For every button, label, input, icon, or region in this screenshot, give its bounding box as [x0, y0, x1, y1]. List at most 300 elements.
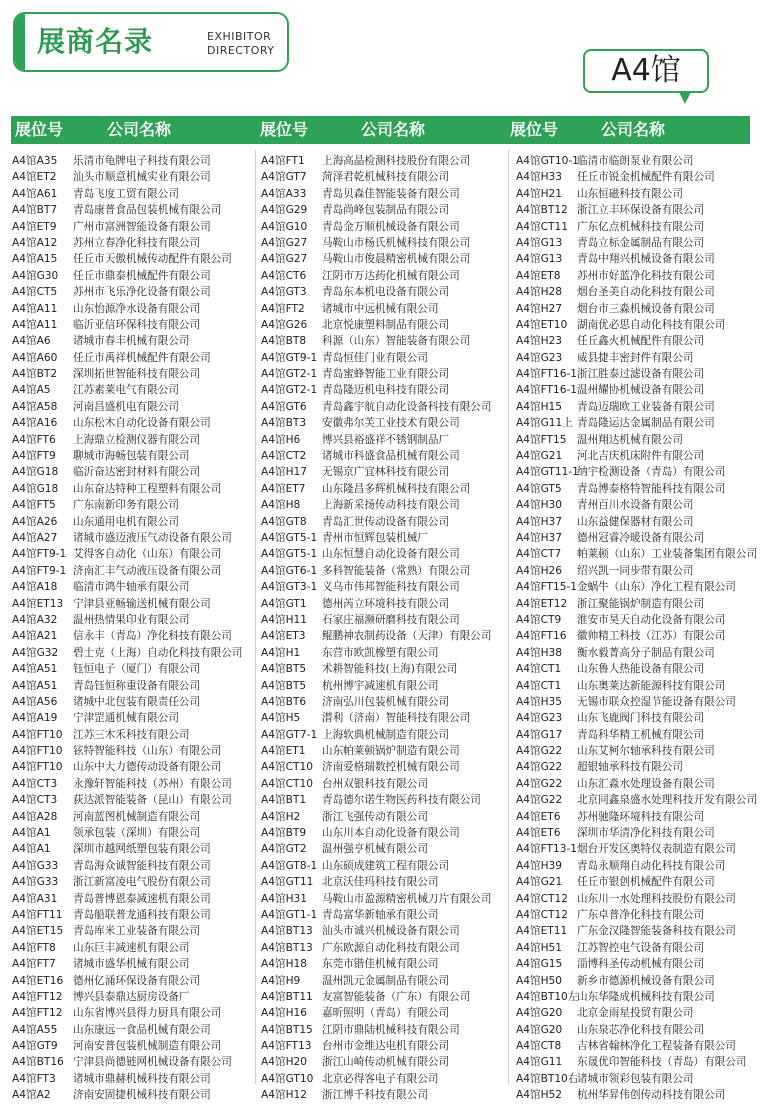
booth-number: A4馆CT10: [261, 777, 313, 790]
booth-number: A4馆GT3-1: [261, 581, 318, 594]
booth-number: A4馆A58: [12, 400, 58, 413]
booth-number: A4馆CT9: [516, 613, 562, 626]
booth-number: A4馆A1: [12, 827, 51, 840]
exhibitor-row: [12, 1071, 252, 1087]
exhibitor-row: [516, 153, 776, 169]
exhibitor-row: [261, 628, 505, 644]
exhibitor-row: [12, 251, 252, 267]
booth-number: A4馆G18: [12, 482, 59, 495]
booth-number: A4馆G17: [516, 728, 563, 741]
company-name: 德州芮立环境科技有限公司: [322, 597, 450, 610]
booth-number: A4馆H35: [516, 695, 563, 708]
exhibitor-row: [261, 1022, 505, 1038]
company-name: 淄博科圣传动机械有限公司: [577, 958, 705, 971]
company-name: 嘉昕照明（青岛）有限公司: [322, 1007, 450, 1020]
booth-number: A4馆G22: [516, 777, 563, 790]
booth-number: A4馆A11: [12, 318, 58, 331]
exhibitor-row: [261, 956, 505, 972]
booth-number: A4馆A1: [12, 843, 51, 856]
booth-number: A4馆FT5: [12, 499, 56, 512]
booth-number: A4馆H6: [261, 433, 301, 446]
company-name: 烟台圣美自动化科技有限公司: [577, 286, 715, 299]
booth-number: A4馆FT9-1: [12, 564, 67, 577]
exhibitor-row: [516, 464, 776, 480]
company-name: 山东泉芯净化科技有限公司: [577, 1023, 705, 1036]
company-name: 科源（山东）智能装备有限公司: [322, 335, 471, 348]
exhibitor-row: [261, 169, 505, 185]
company-name: 青州百川水设备有限公司: [577, 499, 694, 512]
company-name: 青岛蜜蜂智能工业有限公司: [322, 368, 450, 381]
exhibitor-row: [12, 415, 252, 431]
booth-number: A4馆A51: [12, 679, 58, 692]
exhibitor-row: [261, 1038, 505, 1054]
company-name: 东营市欧凯橡塑有限公司: [322, 646, 439, 659]
company-name: 山东奋达特种工程塑料有限公司: [73, 482, 222, 495]
company-name: 青岛汇世传动设备有限公司: [322, 515, 450, 528]
booth-number: A4馆CT11: [516, 220, 568, 233]
company-name: 青岛永顺翔自动化科技有限公司: [577, 859, 726, 872]
company-name: 苏州驰隆环境科技有限公司: [577, 810, 705, 823]
company-name: 上海鼎立检测仪器有限公司: [73, 433, 201, 446]
exhibitor-row: [516, 1054, 776, 1070]
company-name: 温州耀协机械设备有限公司: [577, 384, 705, 397]
hall-badge-pointer: [679, 92, 691, 104]
exhibitor-row: [516, 235, 776, 251]
company-name: 杭州博宇减速机有限公司: [322, 679, 439, 692]
booth-number: A4馆BT5: [261, 679, 307, 692]
company-name: 诸城中北包装有限责任公司: [73, 695, 201, 708]
company-name: 新乡市德源机械设备有限公司: [577, 974, 715, 987]
company-name: 上海高晶检测科技股份有限公司: [322, 155, 471, 167]
booth-number: A4馆A32: [12, 613, 58, 626]
exhibitor-row: [516, 1005, 776, 1021]
company-name: 北京金雨星投贸有限公司: [577, 1007, 694, 1020]
company-name: 临清市鸿牛轴承有限公司: [73, 581, 190, 594]
exhibitor-row: [261, 481, 505, 497]
exhibitor-row: [261, 219, 505, 235]
booth-number: A4馆FT3: [12, 1072, 56, 1085]
booth-number: A4馆A27: [12, 531, 58, 544]
company-name: 钰恒电子（厦门）有限公司: [73, 663, 201, 676]
booth-number: A4馆GT5-1: [261, 531, 318, 544]
booth-number: A4馆G23: [516, 351, 563, 364]
booth-number: A4馆A51: [12, 663, 58, 676]
booth-number: A4馆CT5: [12, 286, 58, 299]
exhibitor-row: [261, 809, 505, 825]
booth-number: A4馆ET10: [516, 318, 568, 331]
exhibitor-row: [12, 940, 252, 956]
booth-number: A4馆G22: [516, 761, 563, 774]
page-subtitle: [207, 30, 275, 58]
exhibitor-row: [516, 645, 776, 661]
exhibitor-row: [516, 186, 776, 202]
exhibitor-row: [516, 284, 776, 300]
company-name: 永豫轩智能科技（苏州）有限公司: [73, 777, 232, 790]
exhibitor-row: [516, 563, 776, 579]
booth-number: A4馆FT10: [12, 761, 63, 774]
booth-number: A4馆FT1: [261, 155, 305, 167]
booth-number: A4馆A33: [261, 187, 307, 200]
exhibitor-row: [12, 694, 252, 710]
company-name: 诸城市科盛食品机械有限公司: [322, 450, 460, 463]
booth-number: A4馆ET7: [261, 482, 306, 495]
booth-number: A4馆H37: [516, 531, 563, 544]
company-name: 汕头市顺意机械实业有限公司: [73, 171, 211, 184]
company-name: 山东奥莱达新能源科技有限公司: [577, 679, 726, 692]
company-name: 诸城市中远机械有限公司: [322, 302, 439, 315]
company-name: 河北吉庆机床附件有限公司: [577, 450, 705, 463]
booth-number: A4馆A60: [12, 351, 58, 364]
company-name: 河南蓝图机械制造有限公司: [73, 810, 201, 823]
booth-number: A4馆CT8: [516, 1040, 562, 1053]
exhibitor-row: [261, 596, 505, 612]
booth-number: A4馆GT1-1: [261, 908, 318, 921]
booth-number: A4馆GT9-1: [261, 351, 318, 364]
booth-number: A4馆H15: [516, 400, 563, 413]
company-name: 温州热情果印业有限公司: [73, 613, 190, 626]
company-name: 广州市富洲智能设备有限公司: [73, 220, 211, 233]
exhibitor-row: [261, 1071, 505, 1087]
company-name: 青岛贝森佳智能装备有限公司: [322, 187, 460, 200]
company-name: 山东松木自动化设备有限公司: [73, 417, 211, 430]
exhibitor-row: [12, 1054, 252, 1070]
booth-number: A4馆H33: [516, 171, 563, 184]
company-name: 温州翔达机械有限公司: [577, 433, 683, 446]
booth-number: A4馆GT10-1: [516, 155, 579, 167]
company-name: 山东通用电机有限公司: [73, 515, 179, 528]
exhibitor-row: [516, 366, 776, 382]
exhibitor-row: [516, 710, 776, 726]
company-name: 烟台开发区奥特仪表制造有限公司: [577, 843, 736, 856]
company-name: 吉林省翰林净化工程装备有限公司: [577, 1040, 736, 1053]
company-name: 荻达派智能装备（昆山）有限公司: [73, 794, 232, 807]
booth-number: A4馆G13: [516, 236, 563, 249]
exhibitor-row: [261, 743, 505, 759]
booth-number: A4馆ET6: [516, 810, 561, 823]
company-name: 深圳市越网纸塑包装有限公司: [73, 843, 211, 856]
company-name: 马鞍山市盈源精密机械刀片有限公司: [322, 892, 492, 905]
exhibitor-row: [516, 923, 776, 939]
booth-number: A4馆BT9: [261, 827, 307, 840]
exhibitor-row: [12, 989, 252, 1005]
company-name: 杭州华昇伟创传动科技有限公司: [577, 1089, 726, 1102]
booth-number: A4馆H31: [261, 892, 308, 905]
company-name: 任丘市鼎泰机械配件有限公司: [73, 269, 211, 282]
company-name: 山东硕成建筑工程有限公司: [322, 859, 450, 872]
exhibitor-row: [261, 186, 505, 202]
company-name: 浙江胜泰过滤设备有限公司: [577, 368, 705, 381]
booth-number: A4馆BT10右: [516, 1072, 579, 1085]
booth-number: A4馆A11: [12, 302, 58, 315]
exhibitor-row: [516, 514, 776, 530]
company-name: 山东省博兴县得力厨具有限公司: [73, 1007, 222, 1020]
booth-number: A4馆CT3: [12, 794, 58, 807]
booth-number: A4馆G15: [516, 958, 563, 971]
exhibitor-row: [516, 301, 776, 317]
column-divider: [508, 150, 509, 1084]
exhibitor-row: [516, 891, 776, 907]
booth-number: A4馆H39: [516, 859, 563, 872]
exhibitor-row: [261, 350, 505, 366]
company-name: 青岛金万顺机械设备有限公司: [322, 220, 460, 233]
exhibitor-row: [516, 989, 776, 1005]
exhibitor-row: [516, 317, 776, 333]
exhibitor-row: [12, 563, 252, 579]
company-name: 青岛库米工业装备有限公司: [73, 925, 201, 938]
booth-number: A4馆G27: [261, 236, 308, 249]
booth-number: A4馆BT1: [261, 794, 307, 807]
exhibitor-row: [261, 333, 505, 349]
exhibitor-row: [261, 317, 505, 333]
company-name: 绍兴凯一同步带有限公司: [577, 564, 694, 577]
hall-badge: A4馆: [583, 49, 709, 93]
booth-number: A4馆BT3: [261, 417, 307, 430]
exhibitor-row: [516, 415, 776, 431]
exhibitor-row: [261, 661, 505, 677]
company-name: 济南爱格瑞数控机械有限公司: [322, 761, 460, 774]
booth-number: A4馆GT3: [261, 286, 307, 299]
company-name: 威县捷丰密封件有限公司: [577, 351, 694, 364]
exhibitor-row: [516, 530, 776, 546]
booth-number: A4馆ET12: [516, 597, 568, 610]
company-name: 临沂奋达密封材料有限公司: [73, 466, 201, 479]
company-name: 任丘市锐金机械配件有限公司: [577, 171, 715, 184]
booth-number: A4馆A28: [12, 810, 58, 823]
exhibitor-row: [261, 989, 505, 1005]
company-name: 浙江山崎传动机械有限公司: [322, 1056, 450, 1069]
exhibitor-row: [516, 776, 776, 792]
exhibitor-column-3: [516, 153, 776, 1104]
column-header-company: 公司名称: [601, 120, 666, 139]
exhibitor-row: [261, 1054, 505, 1070]
column-header-company: 公司名称: [107, 120, 172, 139]
booth-number: A4馆H23: [516, 335, 563, 348]
company-name: 山东川本自动化设备有限公司: [322, 827, 460, 840]
booth-number: A4馆G10: [261, 220, 308, 233]
company-name: 领承包装（深圳）有限公司: [73, 827, 201, 840]
booth-number: A4馆ET6: [516, 827, 561, 840]
exhibitor-row: [516, 940, 776, 956]
exhibitor-row: [261, 268, 505, 284]
booth-number: A4馆G11上: [516, 417, 573, 430]
company-name: 广东欧源自动化科技有限公司: [322, 941, 460, 954]
booth-number: A4馆G21: [516, 450, 563, 463]
booth-number: A4馆H50: [516, 974, 563, 987]
booth-number: A4馆BT2: [12, 368, 58, 381]
exhibitor-row: [12, 464, 252, 480]
company-name: 青岛隆运达金属制品有限公司: [577, 417, 715, 430]
exhibitor-row: [12, 284, 252, 300]
exhibitor-row: [516, 333, 776, 349]
booth-number: A4馆BT15: [261, 1023, 313, 1036]
booth-number: A4馆FT16-1: [516, 384, 578, 397]
booth-number: A4馆FT7: [12, 958, 56, 971]
exhibitor-row: [516, 694, 776, 710]
company-name: 博兴县裕盛祥不锈钢制品厂: [322, 433, 450, 446]
booth-number: A4馆BT13: [261, 925, 313, 938]
exhibitor-row: [261, 202, 505, 218]
exhibitor-row: [516, 399, 776, 415]
exhibitor-row: [261, 153, 505, 169]
company-name: 山东华隆成机械科技有限公司: [577, 990, 715, 1003]
booth-number: A4馆BT10左: [516, 990, 579, 1003]
company-name: 任丘市天傲机械传动配件有限公司: [73, 253, 232, 266]
booth-number: A4馆ET16: [12, 974, 64, 987]
booth-number: A4馆BT16: [12, 1056, 64, 1069]
exhibitor-row: [12, 759, 252, 775]
booth-number: A4馆G33: [12, 859, 59, 872]
booth-number: A4馆GT8-1: [261, 859, 318, 872]
booth-number: A4馆G20: [516, 1007, 563, 1020]
booth-number: A4馆A35: [12, 155, 58, 167]
company-name: 马鞍山市俊晨精密机械有限公司: [322, 253, 471, 266]
company-name: 艾得客自动化（山东）有限公司: [73, 548, 222, 561]
company-name: 苏州立春净化科技有限公司: [73, 236, 201, 249]
company-name: 上海软典机械制造有限公司: [322, 728, 450, 741]
exhibitor-row: [261, 710, 505, 726]
exhibitor-row: [261, 940, 505, 956]
booth-number: A4馆CT10: [261, 761, 313, 774]
company-name: 青岛康普食品包装机械有限公司: [73, 204, 222, 217]
exhibitor-row: [516, 759, 776, 775]
company-name: 友富智能装备（广东）有限公司: [322, 990, 471, 1003]
booth-number: A4馆GT11-1: [516, 466, 579, 479]
booth-number: A4馆H9: [261, 974, 301, 987]
company-name: 青岛科华精工机械有限公司: [577, 728, 705, 741]
company-name: 广东金汉隆智能装备科技有限公司: [577, 925, 736, 938]
company-name: 烟台市三淼机械设备有限公司: [577, 302, 715, 315]
exhibitor-row: [516, 661, 776, 677]
exhibitor-row: [261, 284, 505, 300]
exhibitor-row: [261, 301, 505, 317]
exhibitor-row: [516, 382, 776, 398]
column-header-booth: 展位号: [510, 120, 559, 139]
booth-number: A4馆H52: [516, 1089, 563, 1102]
booth-number: A4馆A31: [12, 892, 58, 905]
exhibitor-row: [12, 612, 252, 628]
booth-number: A4馆H16: [261, 1007, 308, 1020]
company-name: 山东飞鹿阀门科技有限公司: [577, 712, 705, 725]
company-name: 北京必得客电子有限公司: [322, 1072, 439, 1085]
company-name: 诸城市春丰机械有限公司: [73, 335, 190, 348]
booth-number: A4馆GT8: [261, 515, 307, 528]
company-name: 无锡京广宜林科技有限公司: [322, 466, 450, 479]
booth-number: A4馆A55: [12, 1023, 58, 1036]
company-name: 山东汇淼水处理设备有限公司: [577, 777, 715, 790]
booth-number: A4馆GT2-1: [261, 384, 318, 397]
exhibitor-row: [261, 235, 505, 251]
booth-number: A4馆BT5: [261, 663, 307, 676]
company-name: 青岛普博恩泰减速机有限公司: [73, 892, 211, 905]
booth-number: A4馆FT16-1: [516, 368, 578, 381]
column-header-booth: 展位号: [260, 120, 309, 139]
company-name: 诸城市领彩包装有限公司: [577, 1072, 694, 1085]
booth-number: A4馆FT13: [261, 1040, 312, 1053]
page-subtitle-line2: DIRECTORY: [207, 44, 275, 57]
booth-number: A4馆H18: [261, 958, 308, 971]
booth-number: A4馆FT2: [261, 302, 305, 315]
company-name: 广东南新印务有限公司: [73, 499, 179, 512]
company-name: 诸城市盛迈液压气动设备有限公司: [73, 531, 232, 544]
directory-title-box: [13, 12, 289, 72]
page-title: 展商名录: [37, 25, 154, 58]
company-name: 青岛中翔兴机械设备有限公司: [577, 253, 715, 266]
exhibitor-row: [516, 1022, 776, 1038]
exhibitor-row: [516, 268, 776, 284]
booth-number: A4馆H20: [261, 1056, 308, 1069]
company-name: 术耕智能科技(上海)有限公司: [322, 663, 458, 676]
company-name: 山东怡源净水设备有限公司: [73, 302, 201, 315]
exhibitor-row: [261, 366, 505, 382]
exhibitor-row: [12, 907, 252, 923]
company-name: 上海新采扬传动科技有限公司: [322, 499, 460, 512]
booth-number: A4馆G20: [516, 1023, 563, 1036]
exhibitor-row: [12, 268, 252, 284]
company-name: 任丘市银创机械配件有限公司: [577, 876, 715, 889]
company-name: 铉特智能科技（山东）有限公司: [73, 745, 222, 758]
company-name: 苏州市飞乐净化设备有限公司: [73, 286, 211, 299]
booth-number: A4馆A2: [12, 1089, 51, 1102]
column-divider: [255, 150, 256, 1084]
booth-number: A4馆BT11: [261, 990, 313, 1003]
company-name: 山东帕莱顿锅炉制造有限公司: [322, 745, 460, 758]
exhibitor-row: [261, 792, 505, 808]
booth-number: A4馆ET1: [261, 745, 306, 758]
company-name: 德州冠睿冷暖设备有限公司: [577, 531, 705, 544]
company-name: 浙江立丰环保设备有限公司: [577, 204, 705, 217]
booth-number: A4馆H2: [261, 810, 301, 823]
exhibitor-row: [12, 825, 252, 841]
company-name: 石家庄福濒研磨科技有限公司: [322, 613, 460, 626]
exhibitor-row: [261, 776, 505, 792]
company-name: 青州市恒辉包装机械厂: [322, 531, 428, 544]
company-name: 广东亿点机械科技有限公司: [577, 220, 705, 233]
exhibitor-row: [12, 792, 252, 808]
exhibitor-row: [516, 1038, 776, 1054]
booth-number: A4馆FT11: [12, 908, 63, 921]
exhibitor-row: [516, 809, 776, 825]
exhibitor-row: [12, 628, 252, 644]
company-name: 菏泽君乾机械科技有限公司: [322, 171, 450, 184]
company-name: 义乌市伟邦智能科技有限公司: [322, 581, 460, 594]
booth-number: A4馆A5: [12, 384, 51, 397]
booth-number: A4馆CT7: [516, 548, 562, 561]
exhibitor-row: [12, 301, 252, 317]
exhibitor-row: [12, 956, 252, 972]
company-name: 金蜗牛（山东）净化工程有限公司: [577, 581, 736, 594]
booth-number: A4馆ET3: [261, 630, 306, 643]
company-name: 多科智能装备（常熟）有限公司: [322, 564, 471, 577]
company-name: 无锡市联众控湿节能设备有限公司: [577, 695, 736, 708]
company-name: 山东恒慧自动化设备有限公司: [322, 548, 460, 561]
booth-number: A4馆A18: [12, 581, 58, 594]
company-name: 青岛德尔诺生物医药科技有限公司: [322, 794, 481, 807]
exhibitor-row: [12, 169, 252, 185]
company-name: 鲲鹏神农制药设备（天津）有限公司: [322, 630, 492, 643]
booth-number: A4馆GT2-1: [261, 368, 318, 381]
exhibitor-row: [12, 350, 252, 366]
exhibitor-row: [12, 366, 252, 382]
booth-number: A4馆CT12: [516, 908, 568, 921]
company-name: 台州双银科技有限公司: [322, 777, 428, 790]
exhibitor-row: [12, 596, 252, 612]
booth-number: A4馆GT9: [12, 1040, 58, 1053]
exhibitor-row: [12, 923, 252, 939]
booth-number: A4馆H27: [516, 302, 563, 315]
company-name: 超银轴承科技有限公司: [577, 761, 683, 774]
booth-number: A4馆H1: [261, 646, 301, 659]
booth-number: A4馆GT1: [261, 597, 307, 610]
